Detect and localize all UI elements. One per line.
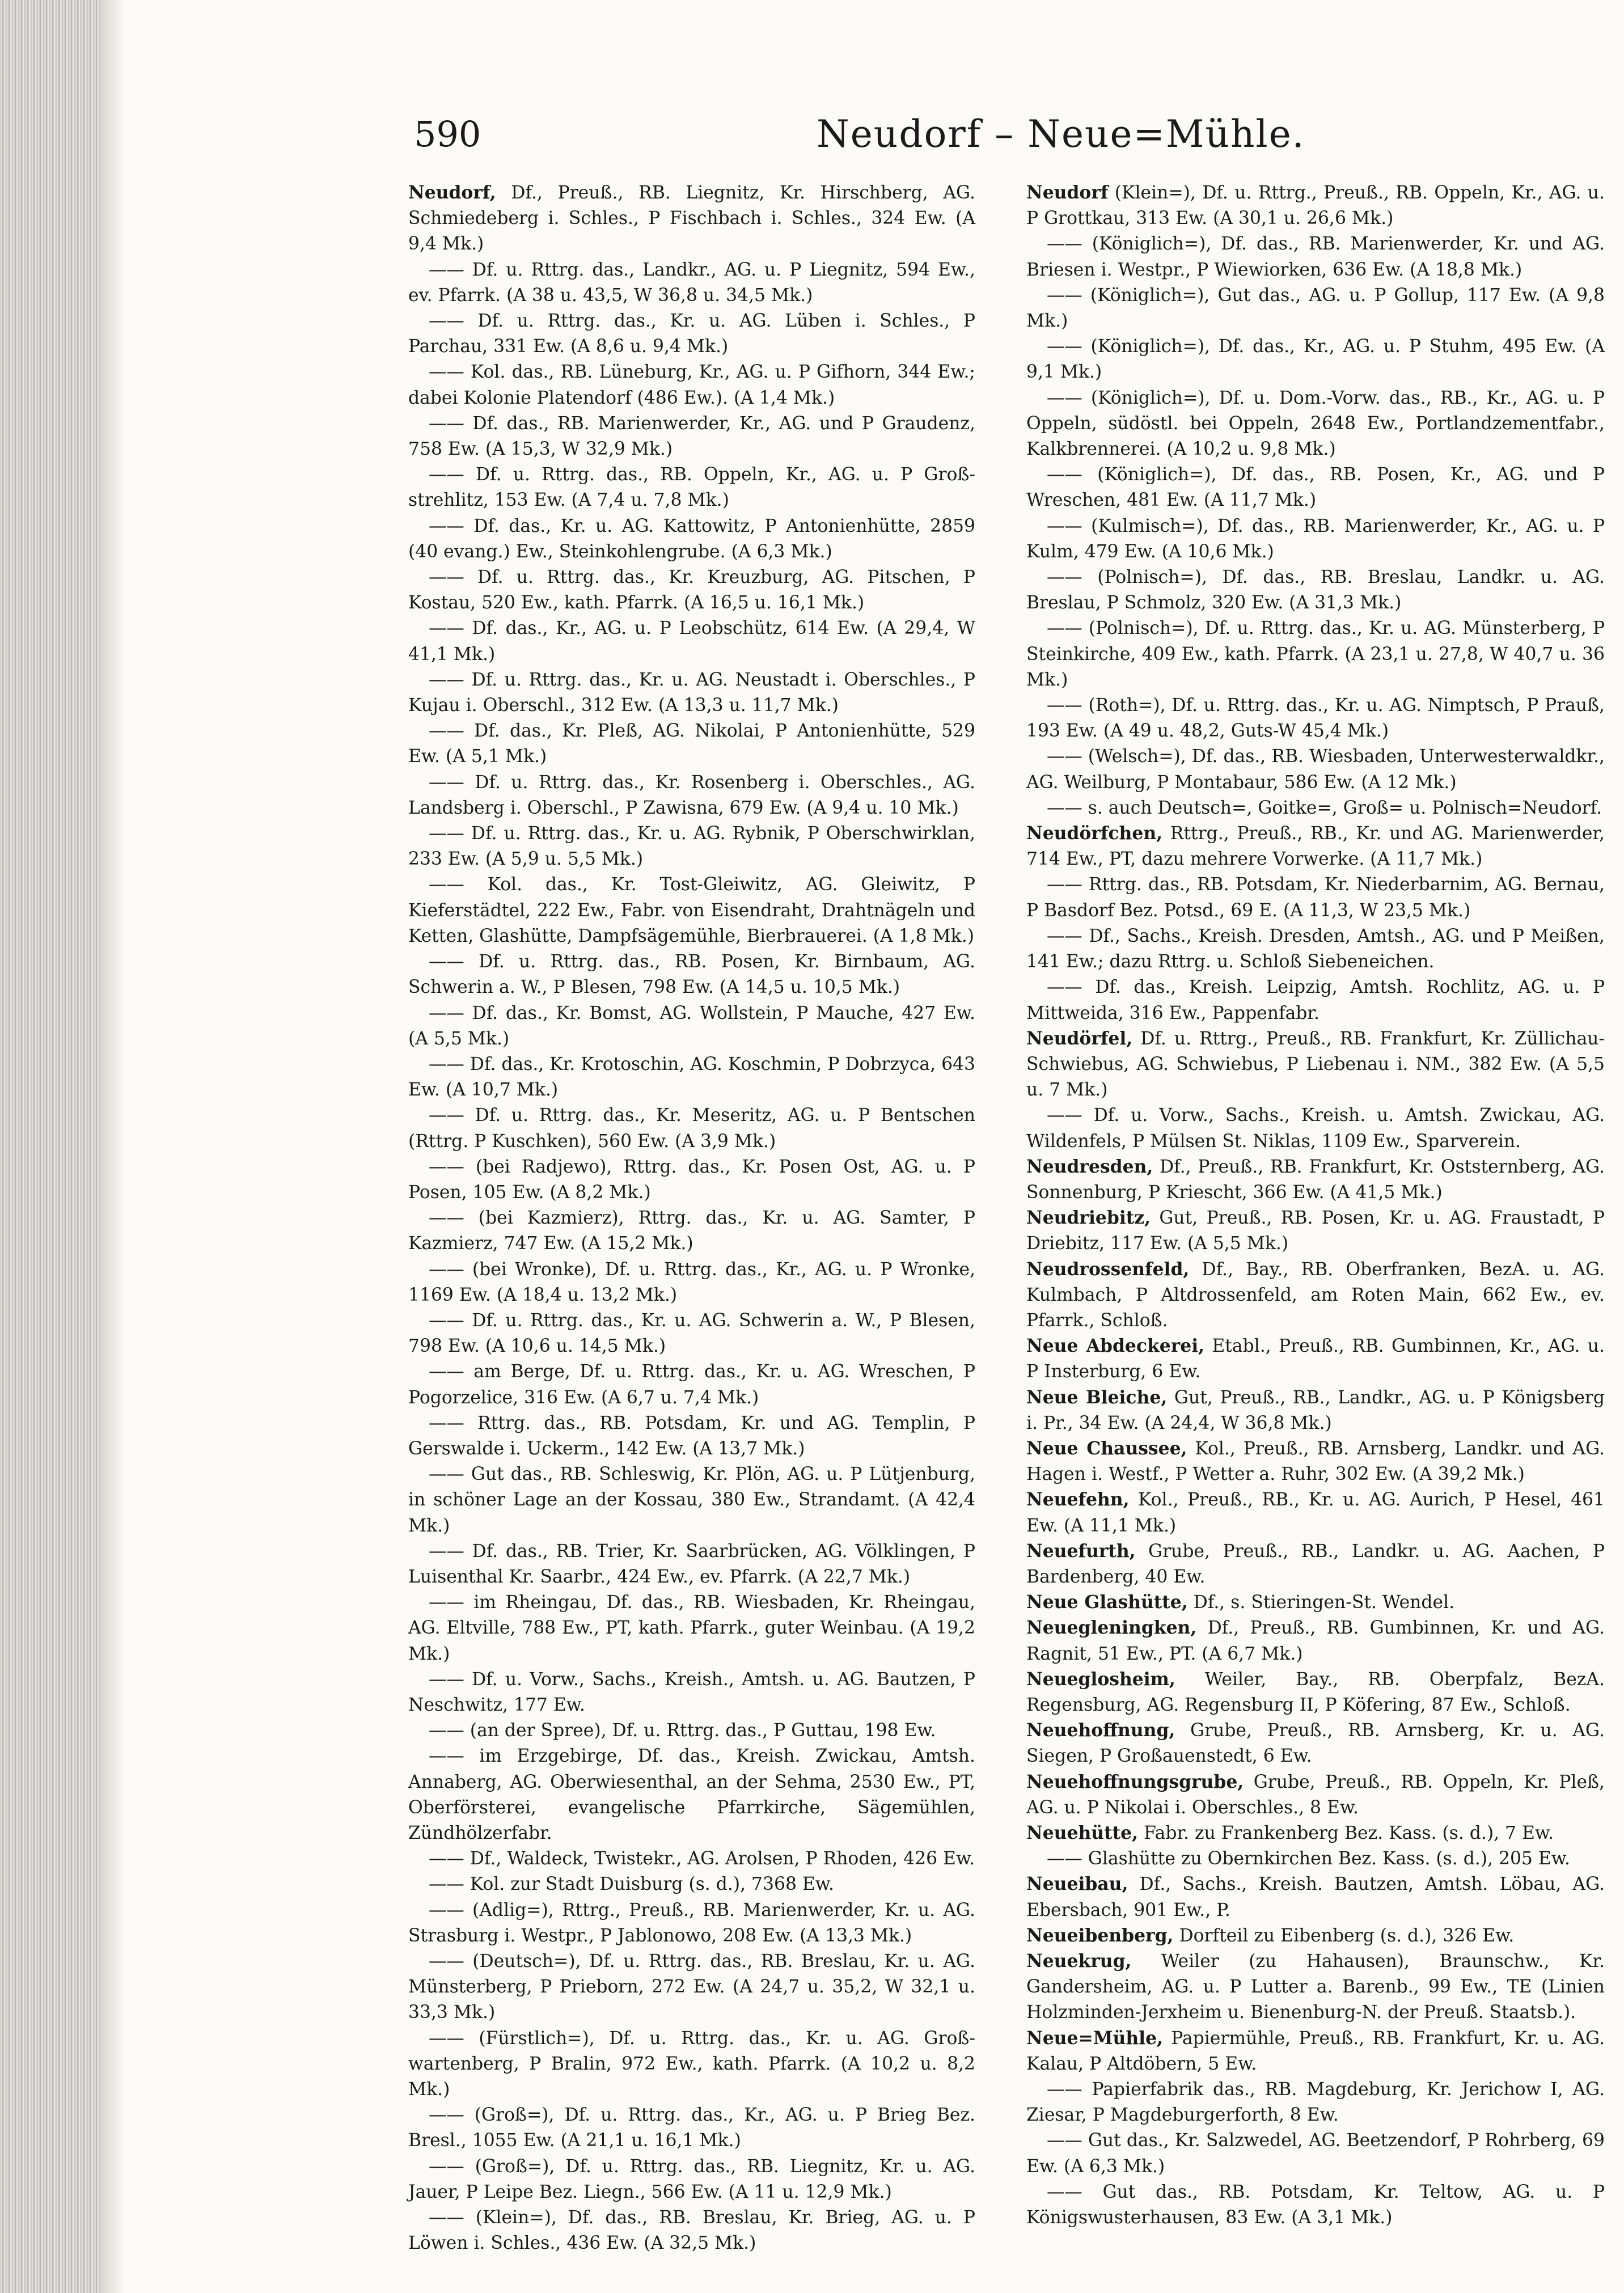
entry-text: —— Df. u. Rttrg. das., Landkr., AG. u. P Liegnitz, 594 Ew., ev. Pfarrk. (A 38 u. 43,5, W 36,8 u. 34,5 Mk.) (408, 259, 975, 306)
entry-text: Kol., Preuß., RB. Arnsberg, Landkr. und AG. Hagen i. Westf., P Wetter a. Ruhr, 302 Ew. (A 39,2 Mk.) (1026, 1438, 1605, 1485)
entry-text: —— (Adlig=), Rttrg., Preuß., RB. Marienwerder, Kr. u. AG. Strasburg i. Westpr., P Jablonowo, 208 Ew. (A 13,3 Mk.) (408, 1899, 975, 1946)
gazetteer-entry (1026, 1334, 1605, 1385)
entry-text: —— im Erzgebirge, Df. das., Kreish. Zwickau, Amtsh. Annaberg, AG. Oberwiesenthal, an der Sehma, 2530 Ew., PT, Oberförsterei, evangelische Pfarrkirche, Sägemühlen, Zündhölzerfabr. (408, 1746, 975, 1843)
entry-text: Gut, Preuß., RB., Landkr., AG. u. P Königsberg i. Pr., 34 Ew. (A 24,4, W 36,8 Mk.) (1026, 1387, 1605, 1433)
gazetteer-entry (1026, 462, 1605, 513)
gazetteer-entry (1026, 2128, 1605, 2179)
entry-text: —— Papierfabrik das., RB. Magdeburg, Kr. Jerichow I, AG. Ziesar, P Magdeburgerforth, 8 Ew. (1026, 2079, 1605, 2126)
gazetteer-entry (408, 1872, 975, 1897)
gazetteer-entry (408, 718, 975, 769)
gazetteer-entry (408, 1103, 975, 1154)
entry-text: Weiler, Bay., RB. Oberpfalz, BezA. Regensburg, AG. Regensburg II, P Köfering, 87 Ew., Schloß. (1026, 1669, 1605, 1715)
entry-text: —— Df., Waldeck, Twistekr., AG. Arolsen, P Rhoden, 426 Ew. (429, 1848, 975, 1869)
gazetteer-entry (408, 1744, 975, 1846)
gazetteer-entry (408, 1257, 975, 1308)
gazetteer-entry (408, 1898, 975, 1949)
gazetteer-entry (1026, 821, 1605, 872)
entry-text: —— (bei Wronke), Df. u. Rttrg. das., Kr., AG. u. P Wronke, 1169 Ew. (A 18,4 u. 13,2 Mk.) (408, 1259, 975, 1305)
entry-text: —— Df. u. Rttrg. das., Kr. Kreuzburg, AG. Pitschen, P Kostau, 520 Ew., kath. Pfarrk. (A 16,5 u. 16,1 Mk.) (408, 567, 975, 614)
entry-text: —— (bei Kazmierz), Rttrg. das., Kr. u. AG. Samter, P Kazmierz, 747 Ew. (A 15,2 Mk.) (408, 1208, 975, 1254)
gazetteer-entry (1026, 1949, 1605, 2026)
entry-headword: Neue Chaussee, (1026, 1438, 1187, 1459)
gazetteer-entry (408, 1052, 975, 1103)
entry-headword: Neudriebitz, (1026, 1208, 1151, 1229)
entry-text: Rttrg., Preuß., RB., Kr. und AG. Marienwerder, 714 Ew., PT, dazu mehrere Vorwerke. (A 11,7 Mk.) (1026, 823, 1605, 870)
gazetteer-entry (408, 1718, 975, 1744)
entry-text: —— (Welsch=), Df. das., RB. Wiesbaden, Unterwesterwaldkr., AG. Weilburg, P Montabaur, 586 Ew. (A 12 Mk.) (1026, 746, 1605, 793)
entry-text: —— Df. das., Kr. Krotoschin, AG. Koschmin, P Dobrzyca, 643 Ew. (A 10,7 Mk.) (408, 1054, 975, 1101)
gazetteer-entry (1026, 565, 1605, 616)
entry-text: (Klein=), Df. u. Rttrg., Preuß., RB. Oppeln, Kr., AG. u. P Grottkau, 313 Ew. (A 30,1 u. 26,6 Mk.) (1026, 183, 1605, 229)
entry-text: —— Df. u. Rttrg. das., Kr. Rosenberg i. Oberschles., AG. Landsberg i. Oberschl., P Zawisna, 679 Ew. (A 9,4 u. 10 Mk.) (408, 772, 975, 818)
gazetteer-entry (1026, 1257, 1605, 1334)
entry-text: —— Gut das., RB. Schleswig, Kr. Plön, AG. u. P Lütjenburg, in schöner Lage an der Kossau, 380 Ew., Strandamt. (A 42,4 Mk.) (408, 1464, 975, 1536)
entry-text: Kol., Preuß., RB., Kr. u. AG. Aurich, P Hesel, 461 Ew. (A 11,1 Mk.) (1026, 1490, 1605, 1536)
gazetteer-entry (1026, 1615, 1605, 1666)
gazetteer-entry (408, 1539, 975, 1590)
entry-headword: Neuegleningken, (1026, 1618, 1197, 1639)
gazetteer-entry (408, 1359, 975, 1410)
gazetteer-entry (1026, 334, 1605, 385)
gazetteer-entry (1026, 1539, 1605, 1590)
entry-headword: Neuehoffnungsgrube, (1026, 1771, 1244, 1792)
gazetteer-entry (408, 565, 975, 616)
entry-text: —— (Polnisch=), Df. das., RB. Breslau, Landkr. u. AG. Breslau, P Schmolz, 320 Ew. (A 31,3 Mk.) (1026, 567, 1605, 614)
entry-headword: Neue=Mühle, (1026, 2028, 1163, 2049)
gazetteer-entry (408, 2102, 975, 2154)
entry-headword: Neuekrug, (1026, 1951, 1132, 1972)
book-spine-gutter (0, 0, 102, 2293)
gazetteer-entry (408, 2026, 975, 2103)
running-head: Neudorf – Neue=Mühle. (817, 112, 1305, 156)
gazetteer-entry (1026, 1667, 1605, 1718)
entry-text: —— Df. das., Kr., AG. u. P Leobschütz, 614 Ew. (A 29,4, W 41,1 Mk.) (408, 618, 975, 665)
entry-text: —— Rttrg. das., RB. Potsdam, Kr. Niederbarnim, AG. Bernau, P Basdorf Bez. Potsd., 69 E. (A 11,3, W 23,5 Mk.) (1026, 874, 1605, 921)
gazetteer-entry (1026, 1487, 1605, 1538)
entry-text: —— (bei Radjewo), Rttrg. das., Kr. Posen Ost, AG. u. P Posen, 105 Ew. (A 8,2 Mk.) (408, 1156, 975, 1203)
entry-text: —— am Berge, Df. u. Rttrg. das., Kr. u. AG. Wreschen, P Pogorzelice, 316 Ew. (A 6,7 u. 7,4 Mk.) (408, 1361, 975, 1408)
entry-headword: Neudorf, (408, 183, 496, 203)
entry-text: Grube, Preuß., RB., Landkr. u. AG. Aachen, P Bardenberg, 40 Ew. (1026, 1541, 1605, 1587)
gazetteer-entry (1026, 1154, 1605, 1205)
gazetteer-entry (408, 2154, 975, 2205)
gazetteer-entry (408, 1462, 975, 1539)
gazetteer-entry (1026, 693, 1605, 744)
gazetteer-entry (408, 411, 975, 462)
right-column (1026, 180, 1605, 2231)
entry-text: —— (Groß=), Df. u. Rttrg. das., Kr., AG. u. P Brieg Bez. Bresl., 1055 Ew. (A 21,1 u. 16,1 Mk.) (408, 2105, 975, 2151)
entry-text: —— Df. u. Rttrg. das., Kr. u. AG. Neustadt i. Oberschles., P Kujau i. Oberschl., 312 Ew. (A 13,3 u. 11,7 Mk.) (408, 669, 975, 716)
page-number: 590 (414, 113, 481, 155)
entry-text: —— Df. u. Vorw., Sachs., Kreish., Amtsh. u. AG. Bautzen, P Neschwitz, 177 Ew. (408, 1669, 975, 1715)
entry-text: Grube, Preuß., RB. Oppeln, Kr. Pleß, AG. u. P Nikolai i. Oberschles., 8 Ew. (1026, 1771, 1605, 1818)
gazetteer-entry (1026, 1872, 1605, 1923)
entry-text: —— Glashütte zu Obernkirchen Bez. Kass. (s. d.), 205 Ew. (1047, 1848, 1570, 1869)
entry-headword: Neuefehn, (1026, 1490, 1130, 1511)
entry-text: —— (Königlich=), Gut das., AG. u. P Gollup, 117 Ew. (A 9,8 Mk.) (1026, 285, 1605, 332)
entry-headword: Neue Bleiche, (1026, 1387, 1168, 1408)
gazetteer-entry (1026, 1436, 1605, 1487)
entry-text: Df., Preuß., RB. Liegnitz, Kr. Hirschberg, AG. Schmiedeberg i. Schles., P Fischbach i. Schles., 324 Ew. (A 9,4 Mk.) (408, 183, 975, 255)
gazetteer-entry (408, 1308, 975, 1359)
entry-text: —— Df., Sachs., Kreish. Dresden, Amtsh., AG. und P Meißen, 141 Ew.; dazu Rttrg. u. Schloß Siebeneichen. (1026, 925, 1605, 972)
entry-headword: Neudörfel, (1026, 1028, 1133, 1049)
gazetteer-entry (1026, 2180, 1605, 2231)
gazetteer-entry (408, 2205, 975, 2256)
gazetteer-entry (408, 1001, 975, 1052)
gazetteer-entry (1026, 2077, 1605, 2128)
gazetteer-entry (1026, 283, 1605, 334)
entry-text: —— (Königlich=), Df. das., Kr., AG. u. P Stuhm, 495 Ew. (A 9,1 Mk.) (1026, 336, 1605, 383)
gazetteer-entry (408, 821, 975, 872)
entry-text: —— (Roth=), Df. u. Rttrg. das., Kr. u. AG. Nimptsch, P Prauß, 193 Ew. (A 49 u. 48,2, Guts-W 45,4 Mk.) (1026, 695, 1605, 742)
gazetteer-entry (1026, 1770, 1605, 1821)
entry-text: —— Df. das., RB. Marienwerder, Kr., AG. und P Graudenz, 758 Ew. (A 15,3, W 32,9 Mk.) (408, 413, 975, 460)
entry-text: —— (Königlich=), Df. u. Dom.-Vorw. das., RB., Kr., AG. u. P Oppeln, südöstl. bei Oppeln, 2648 Ew., Portlandzementfabr., Kalkbrennerei. (A 10,2 u. 9,8 Mk.) (1026, 387, 1605, 460)
gazetteer-entry (1026, 2026, 1605, 2077)
gazetteer-entry (408, 949, 975, 1000)
entry-text: —— (Deutsch=), Df. u. Rttrg. das., RB. Breslau, Kr. u. AG. Münsterberg, P Prieborn, 272 Ew. (A 24,7 u. 35,2, W 32,1 u. 33,3 Mk.) (408, 1951, 975, 2023)
entry-text: Df., Preuß., RB. Gumbinnen, Kr. und AG. Ragnit, 51 Ew., PT. (A 6,7 Mk.) (1026, 1618, 1605, 1664)
gazetteer-entry (1026, 872, 1605, 923)
gazetteer-entry (408, 359, 975, 411)
gazetteer-entry (1026, 514, 1605, 565)
entry-text: —— s. auch Deutsch=, Goitke=, Groß= u. Polnisch=Neudorf. (1047, 797, 1602, 818)
entry-headword: Neue Abdeckerei, (1026, 1336, 1205, 1357)
entry-headword: Neuefurth, (1026, 1541, 1136, 1562)
entry-text: —— Kol. das., RB. Lüneburg, Kr., AG. u. P Gifhorn, 344 Ew.; dabei Kolonie Platendorf (486 Ew.). (A 1,4 Mk.) (408, 362, 975, 408)
gazetteer-entry (408, 1949, 975, 2026)
entry-text: —— im Rheingau, Df. das., RB. Wiesbaden, Kr. Rheingau, AG. Eltville, 788 Ew., PT, kath. Pfarrk., guter Weinbau. (A 19,2 Mk.) (408, 1592, 975, 1664)
entry-headword: Neueglosheim, (1026, 1669, 1175, 1690)
entry-headword: Neudresden, (1026, 1156, 1153, 1177)
gazetteer-entry (408, 1205, 975, 1257)
gazetteer-entry (408, 1154, 975, 1205)
gazetteer-entry (1026, 180, 1605, 231)
entry-text: —— Gut das., Kr. Salzwedel, AG. Beetzendorf, P Rohrberg, 69 Ew. (A 6,3 Mk.) (1026, 2130, 1605, 2177)
entry-text: Weiler (zu Hahausen), Braunschw., Kr. Gandersheim, AG. u. P Lutter a. Barenb., 99 Ew., TE (Linien Holzminden-Jerxheim u. Bienenburg-N. der Preuß. Staatsb.). (1026, 1951, 1605, 2023)
gutter-shadow (102, 0, 125, 2293)
gazetteer-entry (1026, 616, 1605, 693)
entry-text: Etabl., Preuß., RB. Gumbinnen, Kr., AG. u. P Insterburg, 6 Ew. (1026, 1336, 1605, 1382)
entry-text: —— (an der Spree), Df. u. Rttrg. das., P Guttau, 198 Ew. (429, 1720, 936, 1741)
entry-text: —— Rttrg. das., RB. Potsdam, Kr. und AG. Templin, P Gerswalde i. Uckerm., 142 Ew. (A 13,7 Mk.) (408, 1412, 975, 1459)
entry-text: —— Df. das., Kreish. Leipzig, Amtsh. Rochlitz, AG. u. P Mittweida, 316 Ew., Pappenfabr. (1026, 977, 1605, 1023)
gazetteer-entry (1026, 386, 1605, 463)
entry-text: —— Df. u. Rttrg. das., Kr. Meseritz, AG. u. P Bentschen (Rttrg. P Kuschken), 560 Ew. (A 3,9 Mk.) (408, 1105, 975, 1152)
gazetteer-entry (1026, 1385, 1605, 1436)
entry-text: Df., s. Stieringen-St. Wendel. (1187, 1592, 1455, 1613)
gazetteer-entry (1026, 1205, 1605, 1257)
entry-text: —— Gut das., RB. Potsdam, Kr. Teltow, AG. u. P Königswusterhausen, 83 Ew. (A 3,1 Mk.) (1026, 2181, 1605, 2228)
gazetteer-entry (408, 514, 975, 565)
gazetteer-entry (408, 770, 975, 821)
entry-headword: Neudorf (1026, 183, 1109, 203)
entry-headword: Neudörfchen, (1026, 823, 1163, 844)
entry-headword: Neueibenberg, (1026, 1925, 1174, 1946)
entry-text: —— Df. u. Rttrg. das., RB. Oppeln, Kr., AG. u. P Groß-strehlitz, 153 Ew. (A 7,4 u. 7,8 Mk.) (408, 464, 975, 511)
gazetteer-entry (1026, 1590, 1605, 1615)
gazetteer-entry (1026, 231, 1605, 282)
gazetteer-entry (1026, 796, 1605, 821)
entry-text: Papiermühle, Preuß., RB. Frankfurt, Kr. u. AG. Kalau, P Altdöbern, 5 Ew. (1026, 2028, 1605, 2074)
entry-text: Fabr. zu Frankenberg Bez. Kass. (s. d.), 7 Ew. (1138, 1823, 1554, 1843)
gazetteer-entry (408, 257, 975, 308)
entry-text: —— (Königlich=), Df. das., RB. Posen, Kr., AG. und P Wreschen, 481 Ew. (A 11,7 Mk.) (1026, 464, 1605, 511)
gazetteer-entry (408, 1411, 975, 1462)
entry-text: —— Kol. das., Kr. Tost-Gleiwitz, AG. Gleiwitz, P Kieferstädtel, 222 Ew., Fabr. von Eisendraht, Drahtnägeln und Ketten, Glashütte, Dampfsägemühle, Bierbrauerei. (A 1,8 Mk.) (408, 874, 975, 946)
entry-headword: Neudrossenfeld, (1026, 1259, 1190, 1280)
gazetteer-entry (1026, 744, 1605, 795)
gazetteer-entry (1026, 1846, 1605, 1872)
entry-headword: Neuehütte, (1026, 1823, 1139, 1843)
gazetteer-entry (408, 872, 975, 949)
gazetteer-entry (1026, 1718, 1605, 1769)
entry-headword: Neueibau, (1026, 1874, 1128, 1895)
gazetteer-entry (1026, 1026, 1605, 1103)
entry-headword: Neue Glashütte, (1026, 1592, 1188, 1613)
entry-text: Df., Sachs., Kreish. Bautzen, Amtsh. Löbau, AG. Ebersbach, 901 Ew., P. (1026, 1874, 1605, 1920)
entry-text: —— (Kulmisch=), Df. das., RB. Marienwerder, Kr., AG. u. P Kulm, 479 Ew. (A 10,6 Mk.) (1026, 515, 1605, 562)
gazetteer-entry (408, 1590, 975, 1667)
entry-text: —— Df. u. Rttrg. das., RB. Posen, Kr. Birnbaum, AG. Schwerin a. W., P Blesen, 798 Ew. (A 14,5 u. 10,5 Mk.) (408, 951, 975, 998)
gazetteer-entry (1026, 1821, 1605, 1846)
entry-text: —— Df. das., Kr. Bomst, AG. Wollstein, P Mauche, 427 Ew. (A 5,5 Mk.) (408, 1002, 975, 1049)
entry-text: Df., Bay., RB. Oberfranken, BezA. u. AG. Kulmbach, P Altdrossenfeld, am Roten Main, 662 Ew., ev. Pfarrk., Schloß. (1026, 1259, 1605, 1331)
left-column (408, 180, 975, 2256)
entry-text: —— (Königlich=), Df. das., RB. Marienwerder, Kr. und AG. Briesen i. Westpr., P Wiewiorken, 636 Ew. (A 18,8 Mk.) (1026, 234, 1605, 280)
entry-text: —— Df. das., Kr. u. AG. Kattowitz, P Antonienhütte, 2859 (40 evang.) Ew., Steinkohlengrube. (A 6,3 Mk.) (408, 515, 975, 562)
entry-headword: Neuehoffnung, (1026, 1720, 1175, 1741)
entry-text: Df. u. Rttrg., Preuß., RB. Frankfurt, Kr. Züllichau-Schwiebus, AG. Schwiebus, P Liebenau i. NM., 382 Ew. (A 5,5 u. 7 Mk.) (1026, 1028, 1605, 1101)
gazetteer-entry (1026, 975, 1605, 1026)
entry-text: —— Df. das., Kr. Pleß, AG. Nikolai, P Antonienhütte, 529 Ew. (A 5,1 Mk.) (408, 721, 975, 767)
gazetteer-entry (408, 462, 975, 513)
gazetteer-entry (1026, 1103, 1605, 1154)
entry-text: —— Df. u. Vorw., Sachs., Kreish. u. Amtsh. Zwickau, AG. Wildenfels, P Mülsen St. Niklas, 1109 Ew., Sparverein. (1026, 1105, 1605, 1152)
entry-text: —— Df. u. Rttrg. das., Kr. u. AG. Rybnik, P Oberschwirklan, 233 Ew. (A 5,9 u. 5,5 Mk.) (408, 823, 975, 870)
entry-text: Grube, Preuß., RB. Arnsberg, Kr. u. AG. Siegen, P Großauenstedt, 6 Ew. (1026, 1720, 1605, 1767)
entry-text: —— (Polnisch=), Df. u. Rttrg. das., Kr. u. AG. Münsterberg, P Steinkirche, 409 Ew., kath. Pfarrk. (A 23,1 u. 27,8, W 40,7 u. 36 Mk.) (1026, 618, 1605, 690)
entry-text: —— (Klein=), Df. das., RB. Breslau, Kr. Brieg, AG. u. P Löwen i. Schles., 436 Ew. (A 32,5 Mk.) (408, 2207, 975, 2254)
entry-text: Df., Preuß., RB. Frankfurt, Kr. Oststernberg, AG. Sonnenburg, P Kriescht, 366 Ew. (A 41,5 Mk.) (1026, 1156, 1605, 1203)
entry-text: —— (Groß=), Df. u. Rttrg. das., RB. Liegnitz, Kr. u. AG. Jauer, P Leipe Bez. Liegn., 566 Ew. (A 11 u. 12,9 Mk.) (408, 2156, 975, 2202)
entry-text: —— (Fürstlich=), Df. u. Rttrg. das., Kr. u. AG. Groß-wartenberg, P Bralin, 972 Ew., kath. Pfarrk. (A 10,2 u. 8,2 Mk.) (408, 2028, 975, 2100)
gazetteer-entry (408, 667, 975, 718)
gazetteer-entry (408, 180, 975, 257)
gazetteer-entry (408, 1846, 975, 1872)
entry-text: Dorfteil zu Eibenberg (s. d.), 326 Ew. (1173, 1925, 1515, 1946)
entry-text: —— Df. u. Rttrg. das., Kr. u. AG. Schwerin a. W., P Blesen, 798 Ew. (A 10,6 u. 14,5 Mk.) (408, 1310, 975, 1357)
gazetteer-entry (1026, 924, 1605, 975)
gazetteer-entry (408, 308, 975, 359)
gazetteer-entry (408, 616, 975, 667)
gazetteer-entry (408, 1667, 975, 1718)
entry-text: —— Df. das., RB. Trier, Kr. Saarbrücken, AG. Völklingen, P Luisenthal Kr. Saarbr., 424 Ew., ev. Pfarrk. (A 22,7 Mk.) (408, 1541, 975, 1587)
gazetteer-entry (1026, 1923, 1605, 1949)
entry-text: —— Kol. zur Stadt Duisburg (s. d.), 7368 Ew. (429, 1874, 834, 1895)
entry-text: —— Df. u. Rttrg. das., Kr. u. AG. Lüben i. Schles., P Parchau, 331 Ew. (A 8,6 u. 9,4 Mk.) (408, 311, 975, 357)
entry-text: Gut, Preuß., RB. Posen, Kr. u. AG. Fraustadt, P Driebitz, 117 Ew. (A 5,5 Mk.) (1026, 1208, 1605, 1254)
